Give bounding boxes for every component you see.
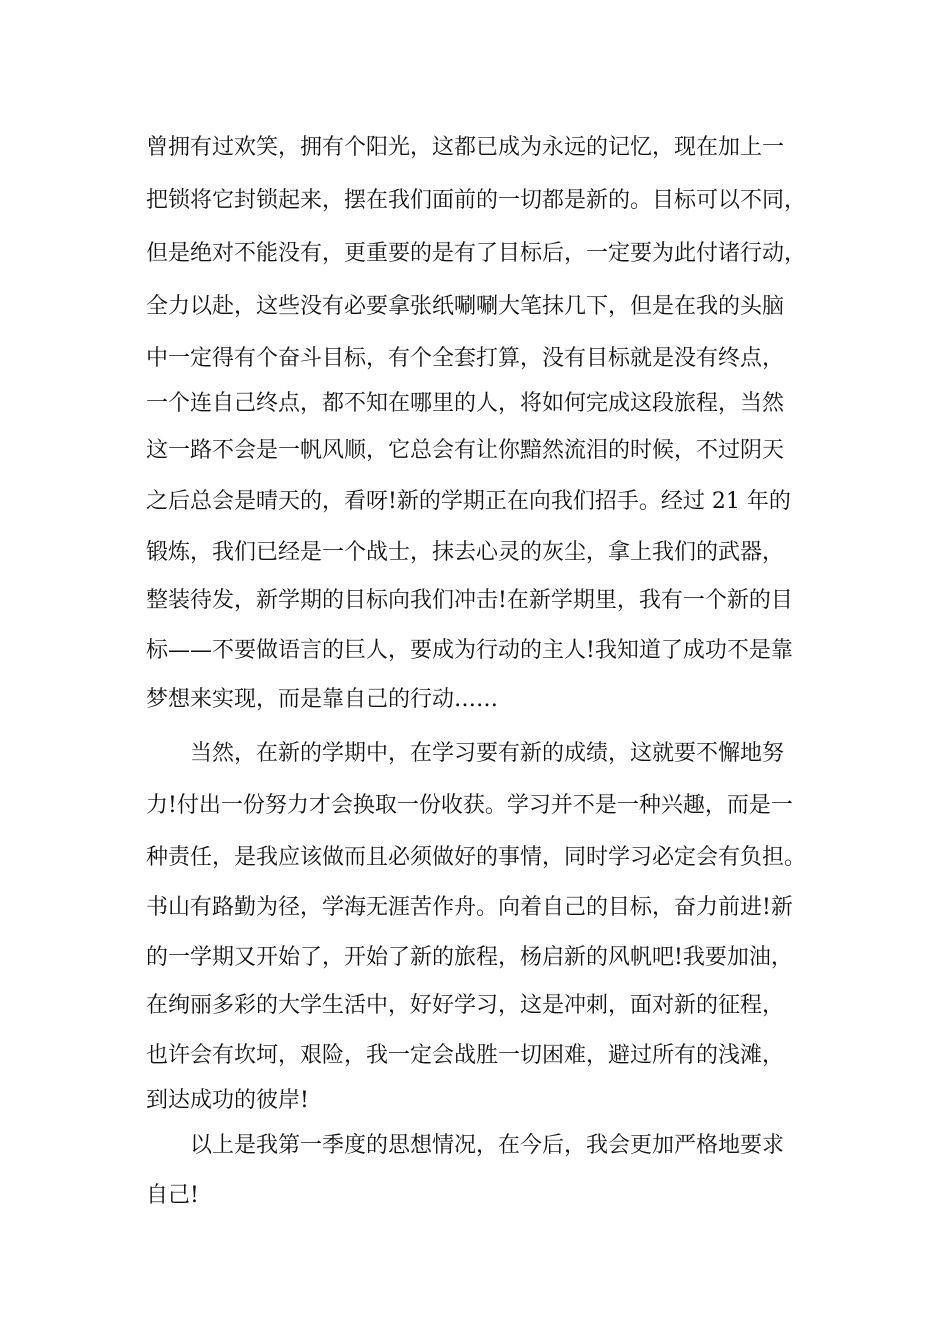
text-line: 到达成功的彼岸! (146, 1088, 309, 1113)
text-line: 把锁将它封锁起来，摆在我们面前的一切都是新的。目标可以不同， (146, 188, 807, 213)
text-line: 锻炼，我们已经是一个战士，抹去心灵的灰尘，拿上我们的武器， (146, 540, 785, 565)
text-line: 种责任，是我应该做而且必须做好的事情，同时学习必定会有负担。 (146, 845, 807, 870)
text-line: 在绚丽多彩的大学生活中，好好学习，这是冲刺，面对新的征程， (146, 993, 785, 1018)
text-line: 力!付出一份努力才会换取一份收获。学习并不是一种兴趣，而是一 (146, 793, 793, 818)
text-line: 整装待发，新学期的目标向我们冲击!在新学期里，我有一个新的目 (146, 588, 793, 613)
text-line: 梦想来实现，而是靠自己的行动…… (146, 687, 499, 712)
text-line: 这一路不会是一帆风顺，它总会有让你黯然流泪的时候，不过阴天 (146, 438, 785, 463)
text-line: 书山有路勤为径，学海无涯苦作舟。向着自己的目标，奋力前进!新 (146, 895, 793, 920)
text-line: 一个连自己终点，都不知在哪里的人，将如何完成这段旅程，当然 (146, 391, 785, 416)
paragraph-first-line: 当然，在新的学期中，在学习要有新的成绩，这就要不懈地努 (190, 741, 785, 766)
text-line: 之后总会是晴天的，看呀!新的学期正在向我们招手。经过 21 年的 (146, 489, 791, 514)
text-line: 但是绝对不能没有，更重要的是有了目标后，一定要为此付诸行动， (146, 241, 807, 266)
paragraph-first-line: 以上是我第一季度的思想情况，在今后，我会更加严格地要求 (190, 1133, 785, 1158)
text-line: 的一学期又开始了，开始了新的旅程，杨启新的风帆吧!我要加油， (146, 945, 793, 970)
text-line: 曾拥有过欢笑，拥有个阳光，这都已成为永远的记忆，现在加上一 (146, 135, 785, 160)
text-line: 标——不要做语言的巨人，要成为行动的主人!我知道了成功不是靠 (146, 638, 793, 663)
text-line: 自己! (146, 1183, 199, 1208)
text-line: 中一定得有个奋斗目标，有个全套打算，没有目标就是没有终点， (146, 346, 785, 371)
text-line: 全力以赴，这些没有必要拿张纸唰唰大笔抹几下，但是在我的头脑 (146, 294, 785, 319)
text-line: 也许会有坎坷，艰险，我一定会战胜一切困难，避过所有的浅滩， (146, 1043, 785, 1068)
